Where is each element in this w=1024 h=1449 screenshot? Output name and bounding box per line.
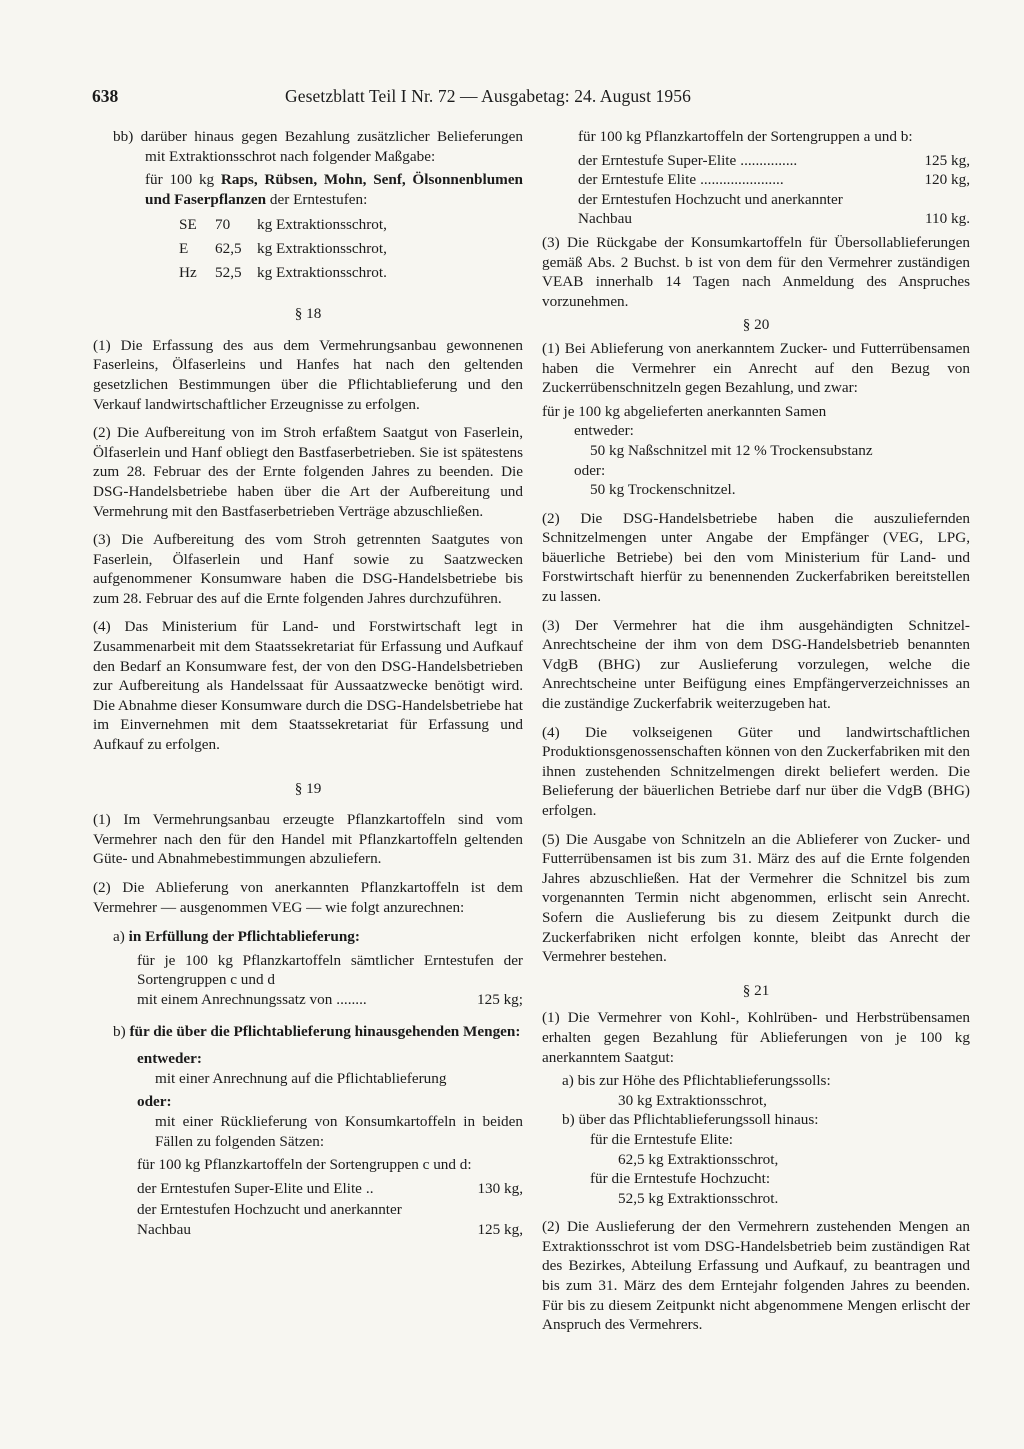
- section-19-title: § 19: [294, 779, 322, 797]
- item-b-for-text: für 100 kg Pflanzkartoffeln der Sortengruppen c und d:: [137, 1156, 472, 1174]
- right-column: [542, 127, 970, 1339]
- extraction-row-hz: Hz 52,5 kg Extraktionsschrot.: [179, 263, 387, 281]
- s21-paragraph-1: (1) Die Vermehrer von Kohl-, Kohlrüben- und Herbstrübensamen erhalten gegen Bezahlung für Ablieferungen von je 100 kg anerkanntem Saatgut:: [542, 1009, 970, 1066]
- section-18-title: § 18: [294, 305, 322, 323]
- left-column: [93, 127, 523, 1240]
- s20-either-text: 50 kg Naßschnitzel mit 12 % Trockensubstanz: [590, 441, 873, 459]
- s21-item-a: a) bis zur Höhe des Pflichtablieferungssolls:: [562, 1072, 831, 1090]
- item-b-or-text: mit einer Rücklieferung von Konsumkartoffeln in beiden Fällen zu folgenden Sätzen:: [155, 1112, 523, 1150]
- item-a-heading: a) in Erfüllung der Pflichtablieferung:: [113, 928, 360, 946]
- s19-paragraph-1: (1) Im Vermehrungsanbau erzeugte Pflanzkartoffeln sind vom Vermehrer nach den für den Handel mit Pflanzkartoffeln geltenden Güte- und Abnahmebestimmungen abzuliefern.: [93, 811, 523, 868]
- s19-paragraph-2: (2) Die Ablieferung von anerkannten Pflanzkartoffeln ist dem Vermehrer — ausgenommen VEG — wie folgt anzurechnen:: [93, 879, 523, 916]
- item-b-or-label: oder:: [137, 1093, 172, 1111]
- r-row-elite: der Erntestufe Elite ...................... 120 kg,: [578, 171, 970, 189]
- s20-either-label: entweder:: [574, 422, 634, 440]
- bb-text: darüber hinaus gegen Bezahlung zusätzlicher Belieferungen mit Extraktionsschrot nach folgender Maßgabe:: [140, 128, 523, 165]
- s20-paragraph-5: (5) Die Ausgabe von Schnitzeln an die Ablieferer von Zucker- und Futterrübensamen ist bis zum 31. März des auf die Ernte folgenden Jahres abzuschließen. Hat der Vermehrer die Schnitzel bis zum vorgenannten Termin nicht abgenommen, erlischt sein Anrecht. Sofern die Auslieferung bis zu diesem Zeitpunkt durch die Zuckerfabriken nicht erfolgen konnte, bleibt das Anrecht der Vermehrer bestehen.: [542, 830, 970, 966]
- s20-paragraph-2: (2) Die DSG-Handelsbetriebe haben die auszuliefernden Schnitzelmengen unter Angabe der Empfänger (VEG, LPG, bäuerliche Betriebe) bei den vom Ministerium für Land- und Forstwirtschaft hierfür zu benennenden Zuckerfabriken bereitstellen zu lassen.: [542, 509, 970, 606]
- r-row-super-elite: der Erntestufe Super-Elite ............... 125 kg,: [578, 151, 970, 169]
- s20-paragraph-1: (1) Bei Ablieferung von anerkanntem Zucker- und Futterrübensamen haben die Vermehrer ein Anrecht auf den Bezug von Zuckerrübenschnitzeln gegen Bezahlung, und zwar:: [542, 339, 970, 397]
- s21-item-b-hochzucht-value: 52,5 kg Extraktionsschrot.: [618, 1189, 779, 1207]
- r-intro: für 100 kg Pflanzkartoffeln der Sortengruppen a und b:: [578, 128, 913, 145]
- s18-paragraph-2: (2) Die Aufbereitung von im Stroh erfaßtem Saatgut von Faserlein, Ölfaserlein und Hanf obliegt den Bastfaserbetrieben. Sie ist spätestens zum 28. Februar des der Ernte folgenden Jahres zu beenden. Die DSG-Handelsbetriebe haben über die Art der Aufbereitung und Vermehrung mit den Bastfaserbetrieben Verträge abzuschließen.: [93, 424, 523, 520]
- page-number: 638: [92, 86, 119, 106]
- r-paragraph-3: (3) Die Rückgabe der Konsumkartoffeln für Übersollablieferungen gemäß Abs. 2 Buchst. b ist von dem für den Vermehrer zuständigen VEAB innerhalb 14 Tagen nach Anmeldung des Anspruches vorzunehmen.: [542, 233, 970, 310]
- s18-paragraph-3: (3) Die Aufbereitung des vom Stroh getrennten Saatgutes von Faserlein, Ölfaserlein und Hanf sowie zu Saatzwecken aufgenommener Konsumware haben die DSG-Handelsbetriebe bis zum 28. Februar des auf die Ernte folgenden Jahres durchzuführen.: [93, 531, 523, 607]
- s20-paragraph-3: (3) Der Vermehrer hat die ihm ausgehändigten Schnitzel-Anrechtscheine der ihm von dem DSG-Handelsbetrieb benannten VdgB (BHG) zur Auslieferung vorzulegen, welche die Anrechtscheine unter Beifügung eines Empfängerverzeichnisses an die zuständige Zuckerfabrik weiterzugeben hat.: [542, 616, 970, 713]
- item-b-either-text: mit einer Anrechnung auf die Pflichtablieferung: [155, 1069, 447, 1087]
- page-title: Gesetzblatt Teil I Nr. 72 — Ausgabetag: 24. August 1956: [285, 86, 691, 106]
- s18-paragraph-4: (4) Das Ministerium für Land- und Forstwirtschaft legt in Zusammenarbeit mit dem Staatssekretariat für Erfassung und Aufkauf den Bedarf an Konsumware fest, der von den DSG-Handelsbetrieben zur Aufbereitung als Handelssaat für Aussaatzwecke benötigt wird. Die Abnahme dieser Konsumware durch die DSG-Handelsbetriebe hat im Einvernehmen mit dem Staatssekretariat für Erfassung und Aufkauf zu erfolgen.: [93, 618, 523, 754]
- item-b-row-super-elite: der Erntestufen Super-Elite und Elite .. 130 kg,: [137, 1179, 523, 1197]
- s20-paragraph-4: (4) Die volkseigenen Güter und landwirtschaftlichen Produktionsgenossenschaften können von den Zuckerfabriken mit den ihnen zustehenden Schnitzelmengen direkt beliefert werden. Die Belieferung der bäuerlichen Betriebe darf nur über die VdgB (BHG) erfolgen.: [542, 723, 970, 819]
- item-a-text: für je 100 kg Pflanzkartoffeln sämtlicher Erntestufen der Sortengruppen c und d: [137, 951, 523, 989]
- s21-paragraph-2: (2) Die Auslieferung der den Vermehrern zustehenden Mengen an Extraktionsschrot ist vom DSG-Handelsbetrieb beim zuständigen Rat des Bezirkes, Abteilung Erfassung und Aufkauf, zu beantragen und bis zum 31. März des dem Erntejahr folgenden Jahres zu beenden. Für bis zu diesem Zeitpunkt nicht abgenommene Mengen erlischt der Anspruch des Vermehrers.: [542, 1218, 970, 1334]
- bb-for-text: für 100 kg Raps, Rübsen, Mohn, Senf, Ölsonnenblumen und Faserpflanzen der Erntestufen:: [145, 171, 524, 208]
- s20-or-label: oder:: [574, 461, 606, 479]
- item-a-rate-row: mit einem Anrechnungssatz von ........ 125 kg;: [137, 990, 523, 1008]
- item-b-either-label: entweder:: [137, 1050, 202, 1068]
- section-21-title: § 21: [742, 981, 770, 999]
- section-20-title: § 20: [742, 316, 770, 334]
- page-header: [92, 86, 940, 114]
- s21-item-b-elite: für die Erntestufe Elite:: [590, 1130, 733, 1148]
- s20-for-text: für je 100 kg abgelieferten anerkannten Samen: [542, 402, 827, 420]
- extraction-row-e: E 62,5 kg Extraktionsschrot,: [179, 239, 387, 257]
- s21-item-b-hochzucht: für die Erntestufe Hochzucht:: [590, 1170, 771, 1188]
- item-b-row-hochzucht: der Erntestufen Hochzucht und anerkannter Nachbau 125 kg,: [137, 1201, 523, 1238]
- s18-paragraph-1: (1) Die Erfassung des aus dem Vermehrungsanbau gewonnenen Faserleins, Ölfaserleins und Hanfes hat nach den geltenden gesetzlichen Bestimmungen über die Pflichtablieferung und den Verkauf landwirtschaftlicher Erzeugnisse zu erfolgen.: [93, 336, 523, 413]
- s20-or-text: 50 kg Trockenschnitzel.: [590, 481, 736, 499]
- item-b-heading: b) für die über die Pflichtablieferung hinausgehenden Mengen:: [113, 1022, 521, 1040]
- r-row-hochzucht: der Erntestufen Hochzucht und anerkannter Nachbau 110 kg.: [578, 190, 970, 228]
- bb-label: bb): [113, 128, 134, 145]
- s21-item-a-value: 30 kg Extraktionsschrot,: [618, 1091, 767, 1109]
- s21-item-b: b) über das Pflichtablieferungssoll hinaus:: [562, 1111, 819, 1129]
- s21-item-b-elite-value: 62,5 kg Extraktionsschrot,: [618, 1150, 779, 1168]
- extraction-row-se: SE 70 kg Extraktionsschrot,: [179, 216, 387, 234]
- bb-paragraph: [93, 127, 523, 166]
